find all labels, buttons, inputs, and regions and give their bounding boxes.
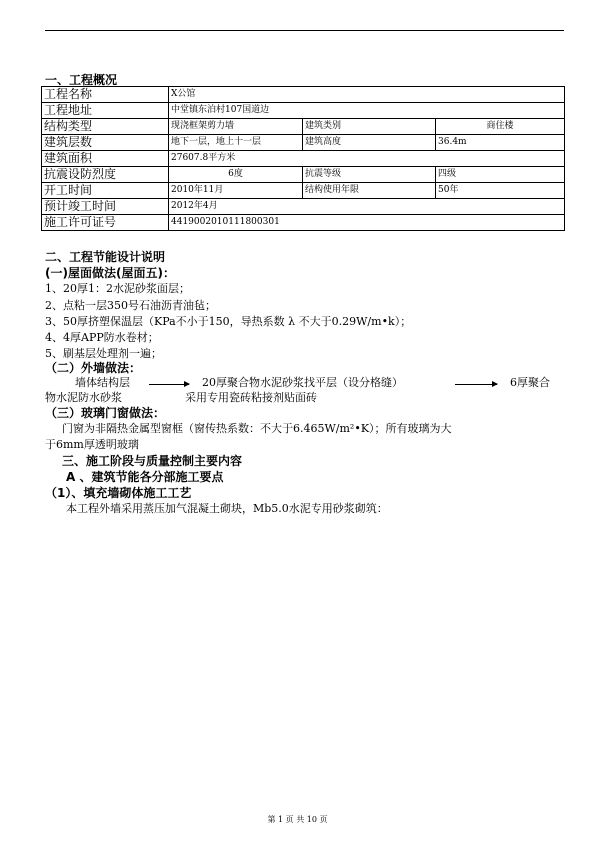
arrow-icon — [149, 384, 189, 385]
roof-item: 2、点粘一层350号石油沥青油毡； — [45, 299, 216, 312]
table-cell: 地下一层，地上十一层 — [169, 135, 303, 151]
table-cell: 6度 — [169, 167, 303, 183]
table-cell: 36.4m — [436, 135, 565, 151]
table-cell: 抗震设防烈度 — [42, 167, 169, 183]
table-cell: 开工时间 — [42, 183, 169, 199]
table-row — [42, 167, 565, 183]
wall-step: 采用专用瓷砖粘接剂贴面砖 — [185, 391, 317, 404]
window-heading: （三）玻璃门窗做法： — [45, 406, 166, 420]
subsection-1-heading: （1）、填充墙砌体施工工艺 — [45, 486, 192, 500]
table-row — [42, 119, 565, 135]
wall-step: 6厚聚合 — [510, 376, 550, 389]
table-row — [42, 183, 565, 199]
project-overview-table — [41, 86, 565, 231]
table-row — [42, 151, 565, 167]
table-cell: 结构使用年限 — [303, 183, 436, 199]
subsection-a-heading: A 、建筑节能各分部施工要点 — [66, 470, 224, 484]
arrow-icon — [455, 384, 497, 385]
table-row — [42, 103, 565, 119]
roof-heading: (一)屋面做法(屋面五)： — [45, 266, 175, 280]
roof-item: 4、4厚APP防水卷材； — [45, 331, 159, 344]
table-cell: 建筑高度 — [303, 135, 436, 151]
roof-item: 3、50厚挤塑保温层（KPa不小于150，导热系数 λ 不大于0.29W/m•k）； — [45, 315, 412, 328]
table-cell: 结构类型 — [42, 119, 169, 135]
table-cell: 预计竣工时间 — [42, 199, 169, 215]
table-cell: 商住楼 — [436, 119, 565, 135]
table-cell: 2012年4月 — [169, 199, 565, 215]
wall-step: 20厚聚合物水泥砂浆找平层（设分格缝） — [202, 376, 403, 389]
table-cell: 抗震等级 — [303, 167, 436, 183]
table-cell: 四级 — [436, 167, 565, 183]
header-rule — [45, 30, 564, 31]
table-cell: 施工许可证号 — [42, 215, 169, 231]
table-cell: 工程地址 — [42, 103, 169, 119]
table-cell: 2010年11月 — [169, 183, 303, 199]
wall-step: 物水泥防水砂浆 — [45, 391, 122, 404]
roof-item: 5、刷基层处理剂一遍； — [45, 347, 162, 360]
section3-heading: 三、施工阶段与质量控制主要内容 — [62, 454, 243, 468]
window-text: 于6mm厚透明玻璃 — [45, 438, 139, 451]
table-row — [42, 87, 565, 103]
table-cell: 27607.8平方米 — [169, 151, 565, 167]
table-cell: 建筑类别 — [303, 119, 436, 135]
table-cell: 现浇框架剪力墙 — [169, 119, 303, 135]
table-cell: 50年 — [436, 183, 565, 199]
table-row — [42, 199, 565, 215]
table-cell: 建筑面积 — [42, 151, 169, 167]
section1-heading: 一、工程概况 — [45, 73, 118, 87]
window-text: 门窗为非隔热金属型窗框（窗传热系数：不大于6.465W/m²•K）；所有玻璃为大 — [62, 422, 452, 435]
wall-heading: （二）外墙做法： — [45, 361, 142, 375]
table-row — [42, 135, 565, 151]
roof-item: 1、20厚1：2水泥砂浆面层； — [45, 282, 190, 295]
table-cell: X公馆 — [169, 87, 565, 103]
wall-step: 墙体结构层 — [75, 376, 130, 389]
table-row — [42, 215, 565, 231]
table-cell: 4419002010111800301 — [169, 215, 565, 231]
table-cell: 工程名称 — [42, 87, 169, 103]
page-footer: 第 1 页 共 10 页 — [267, 815, 328, 824]
section2-heading: 二、工程节能设计说明 — [45, 250, 166, 264]
table-cell: 建筑层数 — [42, 135, 169, 151]
table-cell: 中堂镇东泊村107国道边 — [169, 103, 565, 119]
paragraph: 本工程外墙采用蒸压加气混凝土砌块，Mb5.0水泥专用砂浆砌筑： — [66, 502, 388, 515]
